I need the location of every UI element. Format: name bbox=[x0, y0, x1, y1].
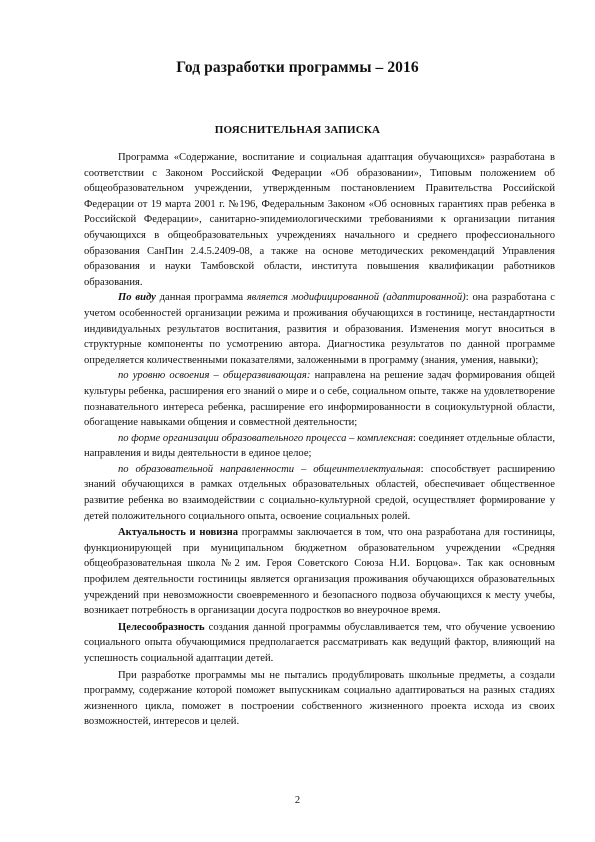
year-title: Год разработки программы – 2016 bbox=[176, 59, 419, 76]
paragraph-program-type bbox=[84, 290, 555, 368]
page-number: 2 bbox=[294, 795, 301, 806]
program-type-emphasis: является модифицированной (адаптированной) bbox=[246, 292, 466, 304]
form-emphasis: по форме организации образовательного процесса – комплексная bbox=[118, 432, 413, 444]
program-type-lead: По виду bbox=[118, 292, 156, 304]
paragraph-relevance bbox=[84, 525, 555, 619]
form-text: : соединяет отдельные области, направления и виды деятельности в единое целое; bbox=[84, 432, 555, 460]
paragraph-expediency bbox=[84, 620, 555, 667]
direction-emphasis: по образовательной направленности – общеинтеллектуальная bbox=[118, 463, 421, 475]
program-type-mid: данная программа bbox=[155, 292, 247, 304]
expediency-text: создания данной программы обуславливается тем, что обучение усвоению социального опыта обучающимися предполагается рассматривать как ведущий фактор, влияющий на успешность социальной адаптации детей. bbox=[84, 621, 555, 664]
paragraph-form bbox=[84, 431, 555, 462]
expediency-heading: Целесообразность bbox=[118, 621, 205, 633]
paragraph-direction bbox=[84, 462, 555, 524]
program-type-text: : она разработана с учетом особенностей организации режима и проживания обучающихся в гостинице, нестандартности индивидуальных результатов воспитания, развития и образования. Изменения могут вноситься в структурные компоненты по усмотрению автора. Диагностика результатов по данной программе определяется количественными показателями, заложенными в программу (знания, умения, навыки); bbox=[84, 292, 555, 366]
document-body bbox=[84, 150, 555, 730]
paragraph-development: При разработке программы мы не пытались продублировать школьные предметы, а создали программу, содержание которой поможет выпускникам социально адаптироваться на разных стадиях жизненного цикла, поможет в построении собственного жизненного проекта исхода из своих возможностей, интересов и целей. bbox=[84, 669, 555, 728]
level-emphasis: по уровню освоения – общеразвивающая: bbox=[118, 370, 311, 382]
relevance-heading: Актуальность и новизна bbox=[118, 527, 239, 539]
direction-text: : способствует расширению знаний обучающихся в рамках отдельных образовательных областей, обеспечивает общественное развитие ребенка во взаимодействии с социально-культурной средой, осуществляет формирование у детей положительного социального опыта, освоение социальных ролей. bbox=[84, 463, 555, 522]
paragraph-level bbox=[84, 368, 555, 430]
relevance-text: программы заключается в том, что она разработана для гостиницы, функционирующей при муниципальном бюджетном образовательном учреждении «Средняя общеобразовательная школа №2 им. Героя Советского Союза Н.И. Борцова». Так как основным профилем деятельности гостиницы является организация проживания обучающихся образовательных учреждений при невозможности своевременного и безопасного подвоза обучающихся к месту учебы, возникает потребность в организации досуга подростков во внеурочное время. bbox=[84, 527, 555, 617]
section-title: ПОЯСНИТЕЛЬНАЯ ЗАПИСКА bbox=[214, 124, 381, 136]
level-text: направлена на решение задач формирования общей культуры ребенка, расширения его знаний о мире и о себе, социальном опыте, также на удовлетворение познавательного интереса ребенка, расширение его информированности в социокультурной области, обогащение навыками общения и совместной деятельности; bbox=[84, 370, 555, 429]
paragraph-intro: Программа «Содержание, воспитание и социальная адаптация обучающихся» разработана в соответствии с Законом Российской Федерации «Об образовании», Типовым положением об общеобразовательном учреждении, утвержденным постановлением Правительства Российской Федерации от 19 марта 2001 г. №196, Федеральным Законом «Об основных гарантиях прав ребенка в Российской Федерации», санитарно-эпидемиологическими требованиями к организации питания обучающихся в общеобразовательных учреждениях начального и среднего профессионального образования СанПин 2.4.5.2409-08, а также на основе методических рекомендаций Управления образования и науки Тамбовской области, института повышения квалификации работников образования. bbox=[84, 152, 555, 288]
